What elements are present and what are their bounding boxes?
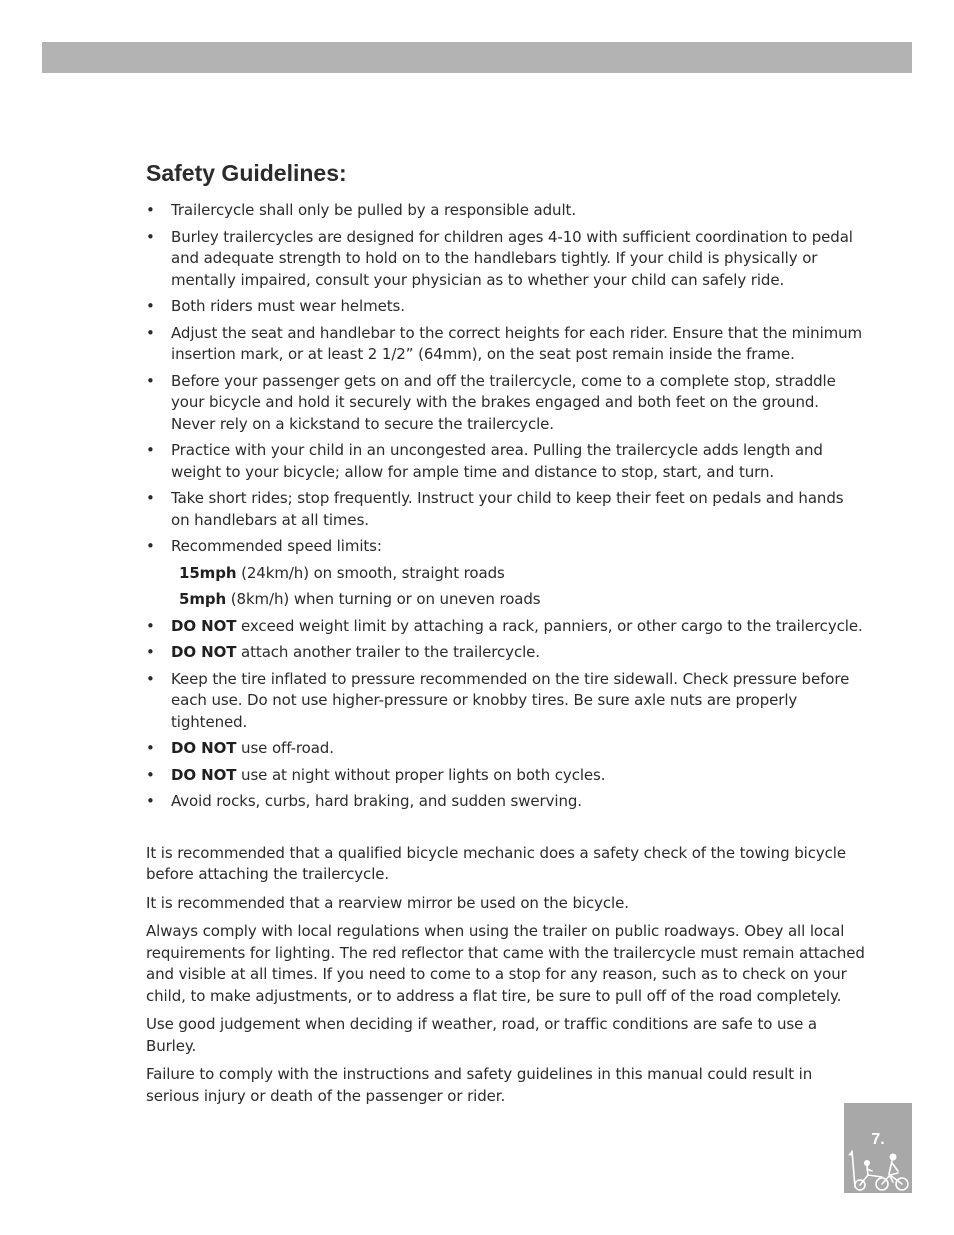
list-item: • Recommended speed limits: xyxy=(146,536,866,558)
list-item: • DO NOT attach another trailer to the trailercycle. xyxy=(146,642,866,664)
paragraph: It is recommended that a qualified bicycle mechanic does a safety check of the towing bicycle before attaching the trailercycle. xyxy=(146,843,846,883)
list-item: • Avoid rocks, curbs, hard braking, and sudden swerving. xyxy=(146,791,866,813)
trailercycle-riders-icon xyxy=(848,1149,910,1191)
list-item: • Practice with your child in an uncongested area. Pulling the trailercycle adds length and weight to your bicycle; allow for ample time and distance to stop, start, and turn. xyxy=(146,440,866,483)
paragraph: It is recommended that a rearview mirror be used on the bicycle. xyxy=(146,893,629,912)
speed-limit-item: 15mph (24km/h) on smooth, straight roads xyxy=(179,563,505,582)
list-item: • DO NOT use off-road. xyxy=(146,738,866,760)
paragraph: Failure to comply with the instructions and safety guidelines in this manual could result in serious injury or death of the passenger or rider. xyxy=(146,1065,813,1105)
main-content xyxy=(146,200,866,1114)
page-number-tab xyxy=(844,1103,912,1193)
safety-guidelines-list xyxy=(146,200,866,813)
list-item: • Both riders must wear helmets. xyxy=(146,296,866,318)
list-item: • Before your passenger gets on and off the trailercycle, come to a complete stop, straddle your bicycle and hold it securely with the brakes engaged and both feet on the ground. Never rely on a kickstand to secure the trailercycle. xyxy=(146,371,866,436)
page-number: 7. xyxy=(871,1131,885,1148)
list-item: • Take short rides; stop frequently. Instruct your child to keep their feet on pedals and hands on handlebars at all times. xyxy=(146,488,866,531)
page-title: Safety Guidelines: xyxy=(146,160,347,186)
paragraph: Use good judgement when deciding if weather, road, or traffic conditions are safe to use a Burley. xyxy=(146,1015,817,1055)
list-item: • Keep the tire inflated to pressure recommended on the tire sidewall. Check pressure before each use. Do not use higher-pressure or knobby tires. Be sure axle nuts are properly tightened. xyxy=(146,669,866,734)
guidance-paragraphs xyxy=(146,843,866,1108)
list-item: • Trailercycle shall only be pulled by a responsible adult. xyxy=(146,200,866,222)
list-item: • DO NOT exceed weight limit by attaching a rack, panniers, or other cargo to the trailercycle. xyxy=(146,616,866,638)
paragraph: Always comply with local regulations when using the trailer on public roadways. Obey all local requirements for lighting. The red reflector that came with the trailercycle must remain attached and visible at all times. If you need to come to a stop for any reason, such as to check on your child, to make adjustments, or to address a flat tire, be sure to pull off of the road completely. xyxy=(146,922,865,1005)
speed-limit-item: 5mph (8km/h) when turning or on uneven roads xyxy=(179,590,541,608)
list-item: • Burley trailercycles are designed for children ages 4-10 with sufficient coordination to pedal and adequate strength to hold on to the handlebars tightly. If your child is physically or mentally impaired, consult your physician as to whether your child can safely ride. xyxy=(146,227,866,292)
list-item: • DO NOT use at night without proper lights on both cycles. xyxy=(146,765,866,787)
header-bar xyxy=(42,42,912,73)
list-item: • Adjust the seat and handlebar to the correct heights for each rider. Ensure that the minimum insertion mark, or at least 2 1/2” (64mm), on the seat post remain inside the frame. xyxy=(146,323,866,366)
